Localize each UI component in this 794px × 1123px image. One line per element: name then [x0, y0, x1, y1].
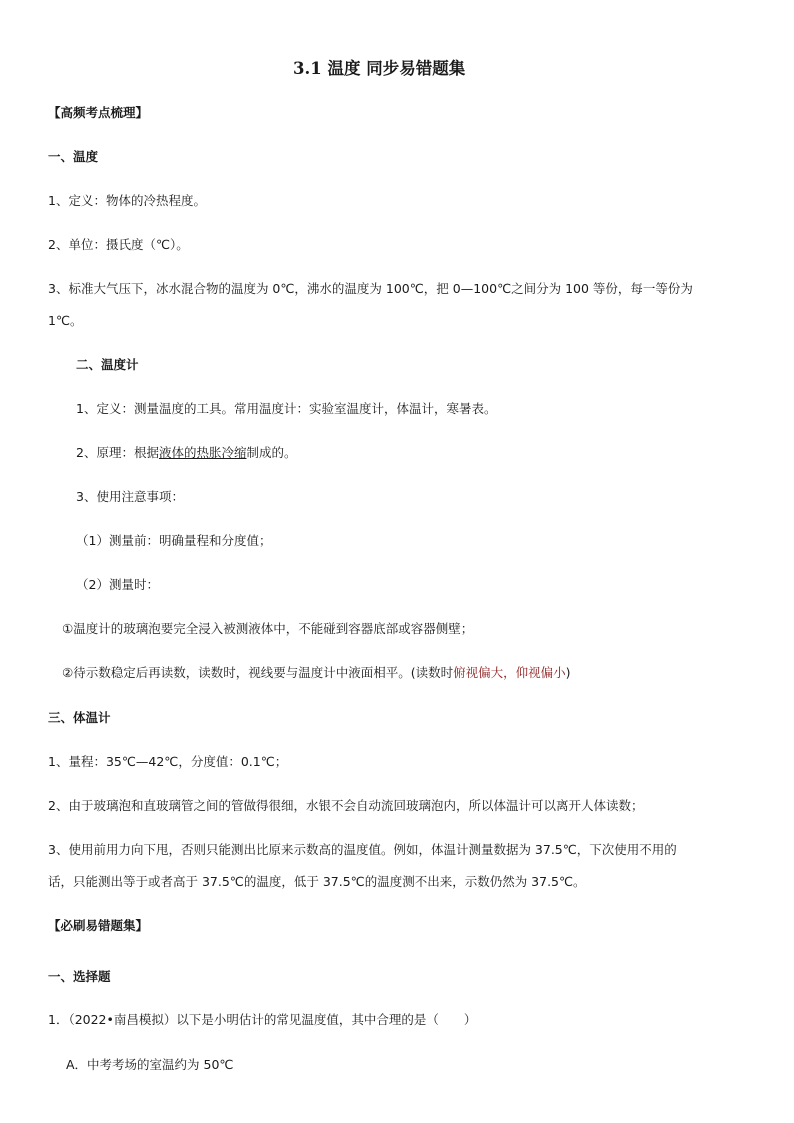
question-1-option-a: A．中考考场的室温约为 50℃ [66, 1057, 234, 1072]
sec2-heading: 二、温度计 [76, 357, 139, 372]
page-title: 3.1 温度 同步易错题集 [293, 59, 466, 78]
sec2-p5: （2）测量时： [76, 577, 159, 592]
sec3-p3b: 话，只能测出等于或者高于 37.5℃的温度，低于 37.5℃的温度测不出来，示数仍然为 37.5℃。 [48, 874, 586, 889]
sec2-p2-underline: 液体的热胀冷缩 [158, 445, 247, 460]
sec3-p2: 2、由于玻璃泡和直玻璃管之间的管做得很细，水银不会自动流回玻璃泡内，所以体温计可以离开人体读数； [48, 798, 644, 813]
sec2-p3: 3、使用注意事项： [76, 489, 184, 504]
section-exercise-heading: 【必刷易错题集】 [48, 918, 149, 933]
sec1-p3b: 1℃。 [48, 313, 83, 328]
sec2-p7-post: ) [565, 665, 571, 680]
sec3-p1: 1、量程：35℃—42℃，分度值：0.1℃； [48, 754, 288, 769]
sec2-p1: 1、定义：测量温度的工具。常用温度计：实验室温度计，体温计，寒暑表。 [76, 401, 497, 416]
sec2-p7 [62, 664, 571, 682]
sec2-p2-pre: 2、原理：根据 [76, 445, 159, 460]
sec2-p6: ①温度计的玻璃泡要完全浸入被测液体中，不能碰到容器底部或容器侧壁； [62, 621, 474, 636]
sec1-p1: 1、定义：物体的冷热程度。 [48, 193, 206, 208]
sec2-p7-red: 俯视偏大，仰视偏小 [453, 665, 566, 680]
sec2-p7-pre: ②待示数稳定后再读数，读数时，视线要与温度计中液面相平。(读数时 [62, 665, 454, 680]
sec1-heading: 一、温度 [48, 149, 99, 164]
sec3-p3a: 3、使用前用力向下甩，否则只能测出比原来示数高的温度值。例如，体温计测量数据为 37.5℃，下次使用不用的 [48, 842, 677, 857]
sec3-heading: 三、体温计 [48, 710, 111, 725]
sec1-p3a: 3、标准大气压下，冰水混合物的温度为 0℃，沸水的温度为 100℃，把 0—100℃之间分为 100 等份，每一等份为 [48, 281, 693, 296]
question-1: 1．（2022•南昌模拟）以下是小明估计的常见温度值，其中合理的是（ ） [48, 1012, 477, 1027]
sec2-p4: （1）测量前：明确量程和分度值； [76, 533, 272, 548]
sec2-p2 [76, 444, 297, 462]
section-review-heading: 【高频考点梳理】 [48, 105, 149, 120]
sec2-p2-post: 制成的。 [246, 445, 297, 460]
choice-heading: 一、选择题 [48, 969, 111, 984]
sec1-p2: 2、单位：摄氏度（℃）。 [48, 237, 189, 252]
